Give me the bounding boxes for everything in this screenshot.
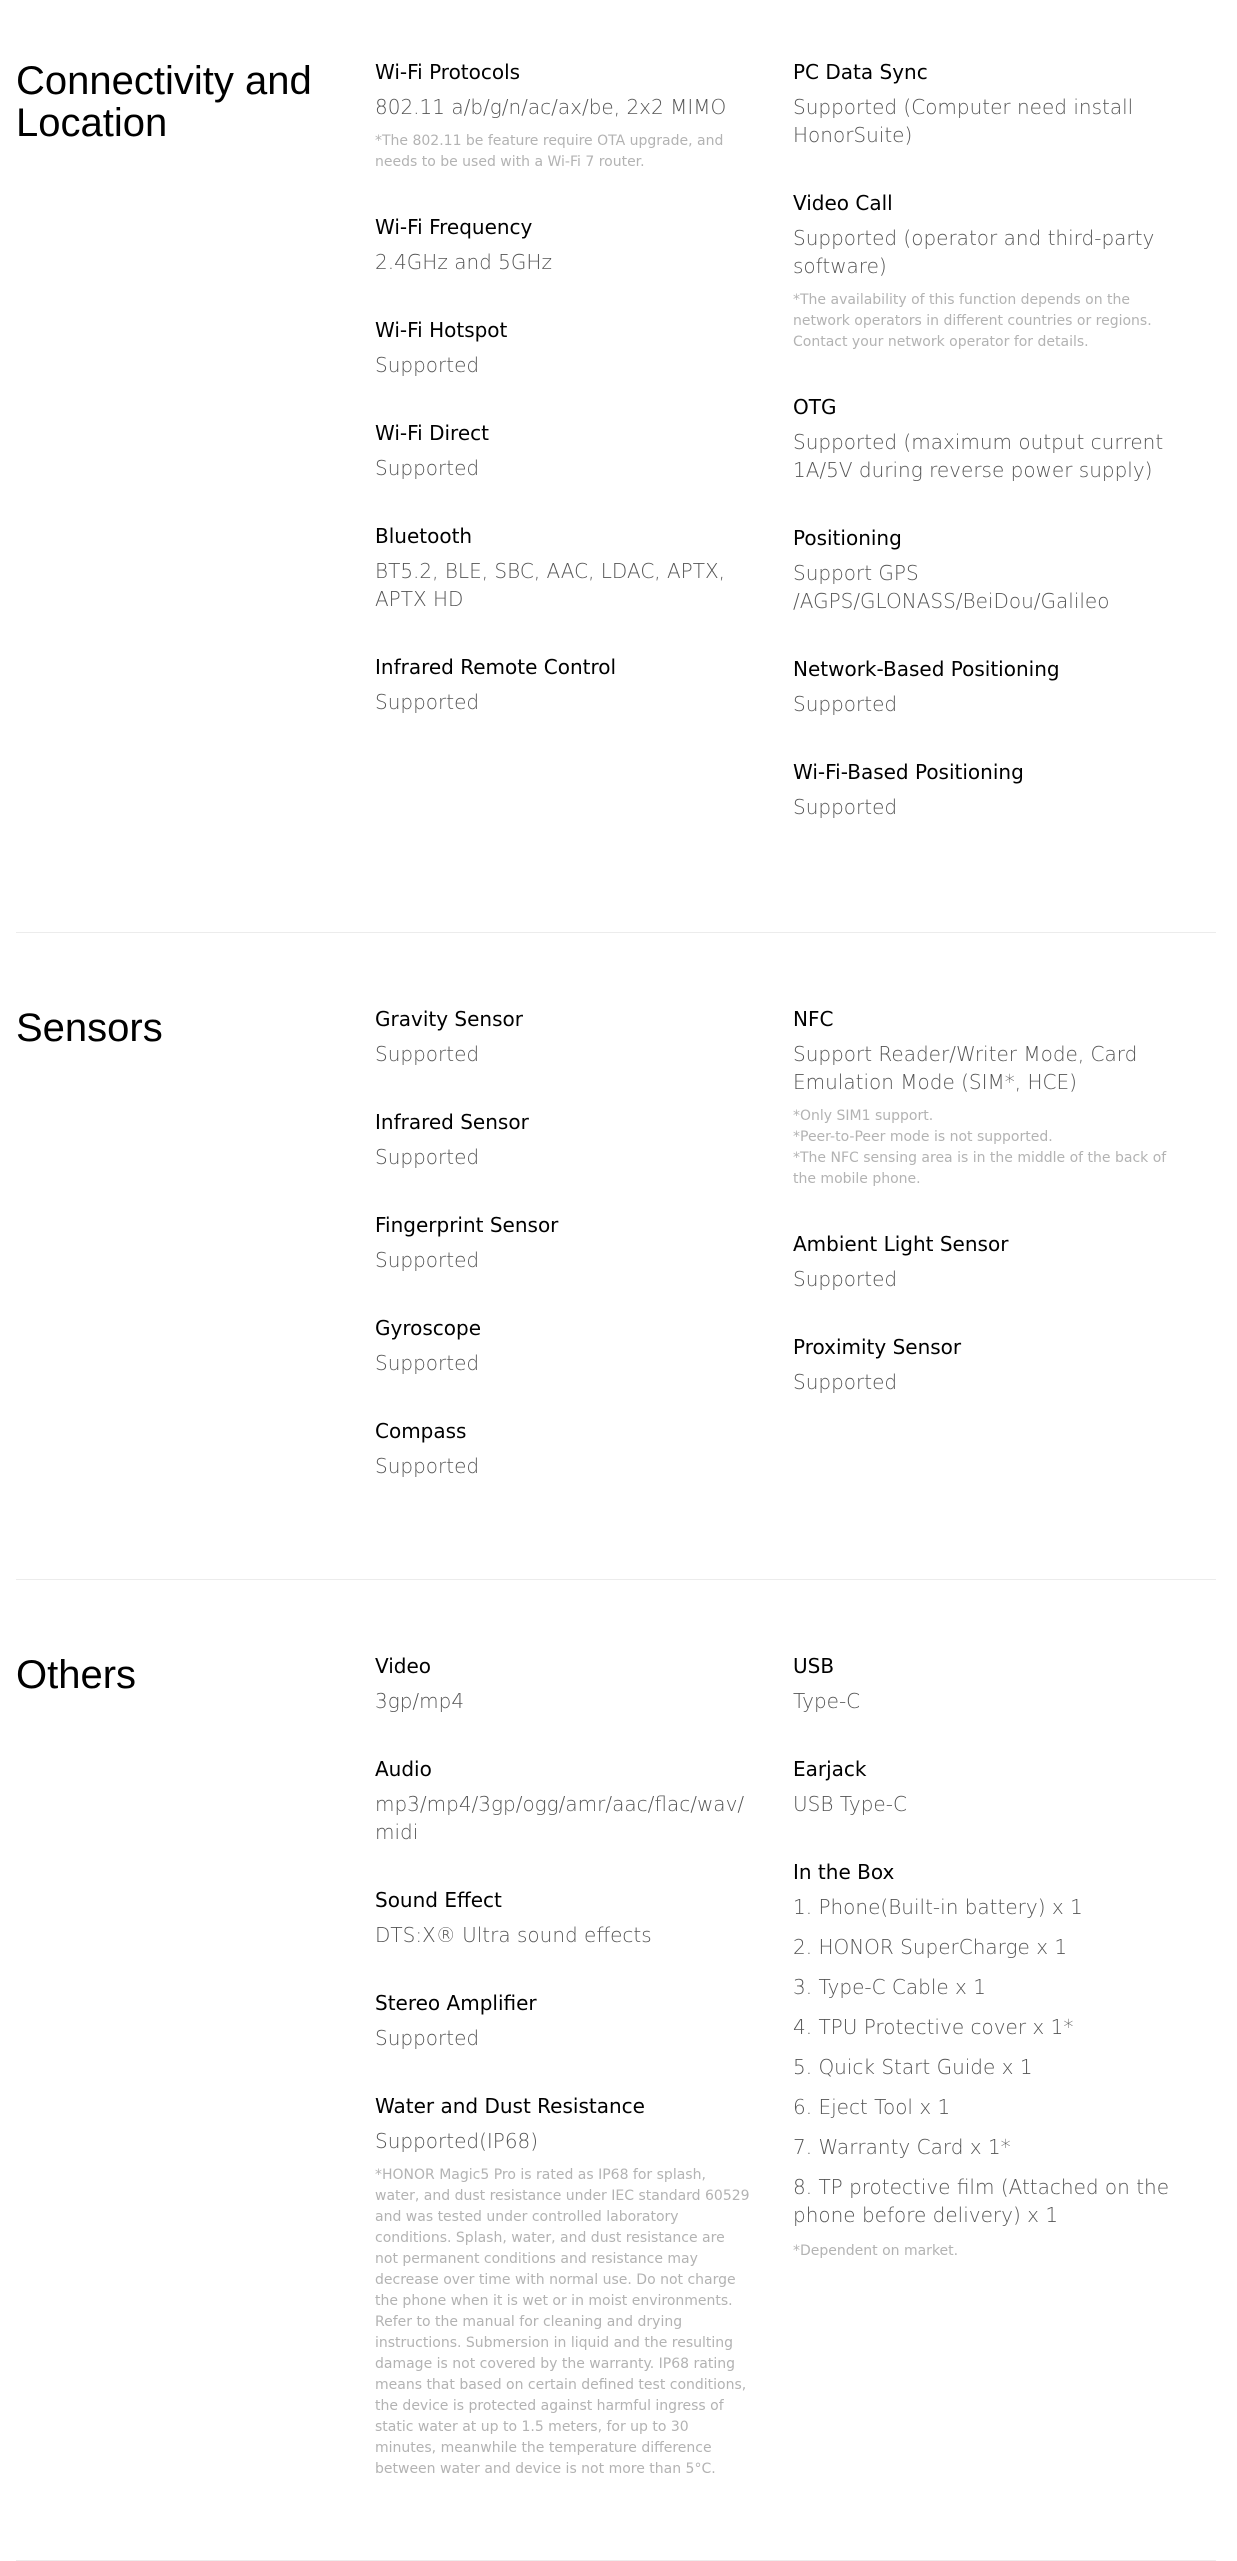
spec-label: Bluetooth — [375, 524, 473, 548]
spec-item — [375, 1211, 751, 1274]
spec-label: NFC — [793, 1007, 834, 1031]
spec-item — [375, 653, 751, 716]
spec-item — [375, 522, 751, 613]
spec-value: 3gp/mp4 — [375, 1689, 465, 1713]
spec-item — [375, 58, 751, 173]
spec-note: *HONOR Magic5 Pro is rated as IP68 for splash, water, and dust resistance under IEC standard 60529 and was tested under controlled laboratory conditions. Splash, water, and dust resistance are not permanent conditions and resistance may decrease over time with normal use. Do not charge the phone when it is wet or in moist environments. Refer to the manual for cleaning and drying instructions. Submersion in liquid and the resulting damage is not covered by the warranty. IP68 rating means that based on certain defined test conditions, the device is protected against harmful ingress of static water at up to 1.5 meters, for up to 30 minutes, meanwhile the temperature difference between water and device is not more than 5°C. — [375, 2167, 750, 2477]
spec-item — [375, 1108, 751, 1171]
spec-value: Supported — [375, 1248, 480, 1272]
spec-label: Compass — [375, 1419, 467, 1443]
spec-item — [375, 1652, 751, 1715]
spec-item — [375, 1886, 751, 1949]
spec-value: Supported — [375, 353, 480, 377]
spec-item — [793, 1230, 1169, 1293]
spec-value: Supported — [375, 1145, 480, 1169]
spec-item — [375, 213, 751, 276]
spec-value: Supported — [793, 1370, 898, 1394]
section-others — [16, 1580, 1216, 2561]
spec-value: USB Type-C — [793, 1792, 907, 1816]
spec-label: Gravity Sensor — [375, 1007, 523, 1031]
spec-item — [793, 1333, 1169, 1396]
section-title: Others — [16, 1653, 137, 1697]
spec-item — [375, 1417, 751, 1480]
spec-label: In the Box — [793, 1860, 895, 1884]
spec-value: Supported(IP68) — [375, 2129, 539, 2153]
spec-value: Supported — [793, 692, 898, 716]
spec-value: DTS:X® Ultra sound effects — [375, 1923, 652, 1947]
list-item: 8. TP protective film (Attached on the phone before delivery) x 1 — [793, 2175, 1170, 2227]
list-item: 2. HONOR SuperCharge x 1 — [793, 1935, 1068, 1959]
spec-label: Positioning — [793, 526, 902, 550]
spec-note: *The 802.11 be feature require OTA upgrade, and needs to be used with a Wi-Fi 7 router. — [375, 133, 724, 170]
spec-label: Stereo Amplifier — [375, 1991, 537, 2015]
spec-column-left — [375, 1005, 751, 1520]
spec-item — [793, 1005, 1169, 1190]
spec-note: *Dependent on market. — [793, 2243, 959, 2259]
spec-label: Gyroscope — [375, 1316, 482, 1340]
box-contents-list — [793, 1893, 1169, 2229]
spec-value: mp3/mp4/3gp/ogg/amr/aac/flac/wav/midi — [375, 1792, 745, 1844]
spec-label: Wi-Fi Hotspot — [375, 318, 508, 342]
spec-value: Support Reader/Writer Mode, Card Emulation Mode (SIM*, HCE) — [793, 1042, 1138, 1094]
spec-item — [375, 1755, 751, 1846]
spec-item — [793, 58, 1169, 149]
spec-column-left — [375, 58, 751, 756]
spec-value: Supported — [793, 1267, 898, 1291]
spec-label: Proximity Sensor — [793, 1335, 962, 1359]
spec-item — [375, 316, 751, 379]
section-sensors — [16, 933, 1216, 1580]
spec-item — [793, 393, 1169, 484]
spec-item — [375, 1314, 751, 1377]
list-item: 4. TPU Protective cover x 1* — [793, 2015, 1074, 2039]
spec-label: OTG — [793, 395, 837, 419]
list-item: 3. Type-C Cable x 1 — [793, 1975, 986, 1999]
spec-column-right — [793, 1005, 1169, 1436]
spec-item — [375, 419, 751, 482]
spec-item — [793, 1755, 1169, 1818]
spec-item — [375, 1005, 751, 1068]
section-title: Sensors — [16, 1006, 163, 1050]
spec-item — [793, 524, 1169, 615]
spec-label: Wi-Fi-Based Positioning — [793, 760, 1024, 784]
spec-label: Wi-Fi Protocols — [375, 60, 521, 84]
spec-item — [793, 1652, 1169, 1715]
spec-value: Supported (operator and third-party software) — [793, 226, 1155, 278]
spec-label: Fingerprint Sensor — [375, 1213, 559, 1237]
spec-label: Audio — [375, 1757, 432, 1781]
spec-value: Supported — [375, 690, 480, 714]
spec-label: USB — [793, 1654, 835, 1678]
spec-item — [375, 2092, 751, 2480]
spec-value: Supported (maximum output current 1A/5V during reverse power supply) — [793, 430, 1164, 482]
list-item: 5. Quick Start Guide x 1 — [793, 2055, 1033, 2079]
spec-item — [793, 655, 1169, 718]
spec-value: Supported — [375, 1042, 480, 1066]
spec-note: *Only SIM1 support. *Peer-to-Peer mode is not supported. *The NFC sensing area is in the middle of the back of the mobile phone. — [793, 1108, 1167, 1187]
spec-item — [793, 189, 1169, 353]
spec-label: Sound Effect — [375, 1888, 502, 1912]
spec-value: 802.11 a/b/g/n/ac/ax/be, 2x2 MIMO — [375, 95, 727, 119]
spec-label: Wi-Fi Frequency — [375, 215, 533, 239]
spec-column-right — [793, 58, 1169, 861]
spec-value: Supported — [375, 1454, 480, 1478]
spec-label: Video Call — [793, 191, 893, 215]
spec-column-right — [793, 1652, 1169, 2302]
spec-label: Infrared Sensor — [375, 1110, 529, 1134]
section-connectivity — [16, 0, 1216, 933]
spec-value: 2.4GHz and 5GHz — [375, 250, 552, 274]
spec-label: Infrared Remote Control — [375, 655, 617, 679]
spec-value: Supported — [793, 795, 898, 819]
spec-value: Type-C — [793, 1689, 861, 1713]
spec-label: Video — [375, 1654, 432, 1678]
spec-label: Ambient Light Sensor — [793, 1232, 1009, 1256]
spec-item — [793, 1858, 1169, 2262]
spec-item — [375, 1989, 751, 2052]
spec-item — [793, 758, 1169, 821]
list-item: 1. Phone(Built-in battery) x 1 — [793, 1895, 1083, 1919]
spec-value: BT5.2, BLE, SBC, AAC, LDAC, APTX, APTX HD — [375, 559, 726, 611]
spec-value: Support GPS /AGPS/GLONASS/BeiDou/Galileo — [793, 561, 1110, 613]
spec-value: Supported — [375, 2026, 480, 2050]
spec-value: Supported — [375, 456, 480, 480]
spec-value: Supported — [375, 1351, 480, 1375]
spec-label: PC Data Sync — [793, 60, 928, 84]
spec-label: Earjack — [793, 1757, 867, 1781]
list-item: 6. Eject Tool x 1 — [793, 2095, 951, 2119]
list-item: 7. Warranty Card x 1* — [793, 2135, 1011, 2159]
spec-label: Wi-Fi Direct — [375, 421, 489, 445]
spec-note: *The availability of this function depends on the network operators in different countries or regions. Contact your network operator for details. — [793, 292, 1152, 350]
spec-column-left — [375, 1652, 751, 2520]
spec-label: Water and Dust Resistance — [375, 2094, 645, 2118]
spec-value: Supported (Computer need install HonorSuite) — [793, 95, 1134, 147]
spec-label: Network-Based Positioning — [793, 657, 1060, 681]
section-title: Connectivity and Location — [16, 59, 312, 145]
